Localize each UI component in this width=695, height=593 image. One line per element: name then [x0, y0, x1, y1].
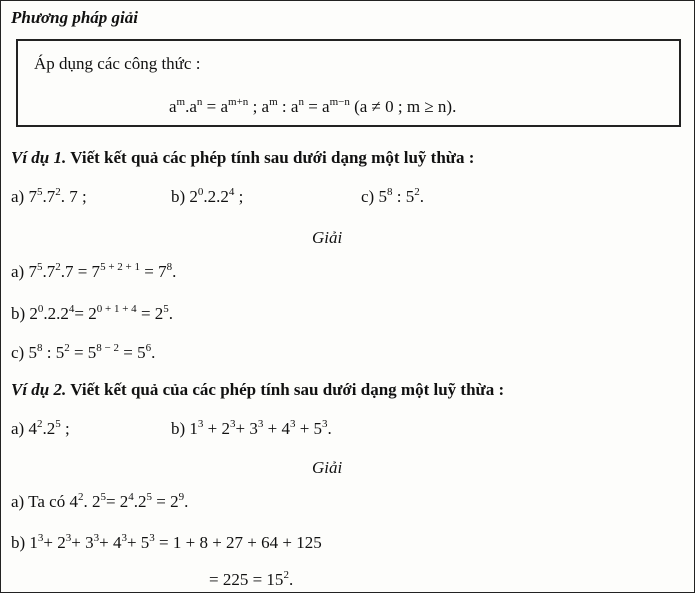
example2-solution-b — [11, 534, 322, 551]
math-text: . — [172, 262, 177, 281]
exponent: 4 — [128, 491, 134, 503]
math-text: a) 7 — [11, 262, 37, 281]
math-text: (a ≠ 0 ; m ≥ n). — [349, 97, 457, 116]
exponent: m+n — [228, 96, 249, 108]
math-text: a) 7 — [11, 187, 37, 206]
math-text: = 5 — [69, 343, 97, 362]
exponent: m — [269, 96, 278, 108]
exponent: 8 — [166, 261, 173, 273]
math-text: . — [419, 187, 424, 206]
exponent: 9 — [178, 491, 185, 503]
exponent: 2 — [36, 418, 43, 430]
example2-problem-b — [171, 420, 332, 437]
exponent: n — [196, 96, 203, 108]
math-text: = 2 — [105, 492, 129, 511]
example1-solution-b — [11, 305, 173, 322]
exponent: 3 — [93, 532, 100, 544]
math-text: ; — [60, 419, 70, 438]
math-text: + 5 — [295, 419, 323, 438]
exponent: 8 — [36, 342, 43, 354]
exponent: 5 — [55, 418, 61, 430]
math-text: = 225 = 15 — [209, 570, 284, 589]
exponent: 2 — [55, 261, 61, 273]
exponent: 2 — [64, 342, 70, 354]
math-text: = 2 — [74, 304, 97, 323]
section-title: Phương pháp giải — [11, 8, 139, 27]
math-text: = a — [303, 97, 330, 116]
example1-heading — [11, 149, 474, 166]
exponent: 2 — [77, 491, 84, 503]
math-text: . 2 — [83, 492, 101, 511]
math-text: . 7 ; — [60, 187, 87, 206]
example1-problem-a — [11, 188, 87, 205]
exponent: 3 — [257, 418, 264, 430]
math-text: + 5 — [126, 533, 150, 552]
math-text: + 2 — [43, 533, 66, 552]
exponent: 5 — [100, 491, 106, 503]
math-text: .2 — [133, 492, 147, 511]
math-text: = 2 — [152, 492, 179, 511]
math-text: = 2 — [136, 304, 164, 323]
exponent: 3 — [230, 418, 236, 430]
exponent: 3 — [149, 532, 155, 544]
exponent: 0 — [197, 186, 204, 198]
math-text: . — [151, 343, 156, 362]
power-formula — [169, 98, 456, 115]
math-text: + 4 — [263, 419, 290, 438]
math-text: a) 4 — [11, 419, 37, 438]
exponent: 5 — [36, 186, 43, 198]
math-text: . — [327, 419, 332, 438]
math-text: .7 — [42, 187, 56, 206]
exponent: 8 — [386, 186, 393, 198]
example1-solution-c — [11, 344, 155, 361]
math-text: c) 5 — [361, 187, 387, 206]
math-text: .2.2 — [43, 304, 69, 323]
exponent: 0 + 1 + 4 — [96, 303, 137, 315]
example2-problem-a — [11, 420, 70, 437]
exponent: 8 − 2 — [96, 342, 120, 354]
math-text: b) 1 — [171, 419, 198, 438]
math-text: + 3 — [235, 419, 258, 438]
example2-prompt: Viết kết quả của các phép tính sau dưới dạng một luỹ thừa : — [66, 380, 505, 399]
math-text: .2.2 — [203, 187, 229, 206]
example1-problem-b — [171, 188, 243, 205]
exponent: 5 — [163, 303, 169, 315]
math-text: b) 2 — [11, 304, 38, 323]
example1-problem-c — [361, 188, 424, 205]
exponent: 3 — [197, 418, 204, 430]
example2-heading — [11, 381, 504, 398]
exponent: n — [298, 96, 304, 108]
math-text: .7 — [42, 262, 56, 281]
example2-label: Ví dụ 2. — [11, 380, 67, 399]
math-text: .2 — [42, 419, 56, 438]
math-text: = 1 + 8 + 27 + 64 + 125 — [154, 533, 322, 552]
math-text: : a — [277, 97, 299, 116]
math-text: : 5 — [42, 343, 65, 362]
exponent: 2 — [283, 569, 289, 581]
math-text: .7 = 7 — [60, 262, 101, 281]
exponent: 5 + 2 + 1 — [100, 261, 140, 273]
math-text: . — [168, 304, 174, 323]
math-text: + 3 — [71, 533, 94, 552]
math-text: + 4 — [99, 533, 122, 552]
exponent: 4 — [228, 186, 235, 198]
exponent: 3 — [121, 532, 127, 544]
exponent: 3 — [65, 532, 72, 544]
exponent: 3 — [322, 418, 328, 430]
exponent: 2 — [414, 186, 420, 198]
math-text: ; — [234, 187, 244, 206]
formula-intro: Áp dụng các công thức : — [34, 54, 201, 73]
math-text: c) 5 — [11, 343, 37, 362]
exponent: 3 — [289, 418, 296, 430]
math-text: ; a — [248, 97, 270, 116]
math-text: : 5 — [392, 187, 415, 206]
exponent: 0 — [37, 303, 44, 315]
example1-solution-a — [11, 263, 176, 280]
example1-label: Ví dụ 1. — [11, 148, 67, 167]
math-text: b) 1 — [11, 533, 38, 552]
math-text: = 5 — [119, 343, 146, 362]
example1-solution-title: Giải — [312, 228, 343, 247]
math-text: . — [288, 570, 294, 589]
math-text: = 7 — [139, 262, 167, 281]
math-text: + 2 — [203, 419, 231, 438]
math-text: b) 2 — [171, 187, 198, 206]
math-text: = a — [202, 97, 229, 116]
exponent: 5 — [36, 261, 43, 273]
example2-solution-a — [11, 493, 188, 510]
exponent: m−n — [329, 96, 350, 108]
example2-solution-title: Giải — [312, 458, 343, 477]
example1-prompt: Viết kết quả các phép tính sau dưới dạng một luỹ thừa : — [66, 148, 475, 167]
exponent: 2 — [55, 186, 61, 198]
math-text: . — [184, 492, 189, 511]
math-text: .a — [185, 97, 197, 116]
exponent: 3 — [37, 532, 44, 544]
exponent: 6 — [145, 342, 152, 354]
example2-solution-b-result — [209, 571, 293, 588]
math-text: a — [169, 97, 177, 116]
math-text: a) Ta có 4 — [11, 492, 78, 511]
exponent: 4 — [68, 303, 75, 315]
exponent: 5 — [146, 491, 153, 503]
exponent: m — [176, 96, 186, 108]
